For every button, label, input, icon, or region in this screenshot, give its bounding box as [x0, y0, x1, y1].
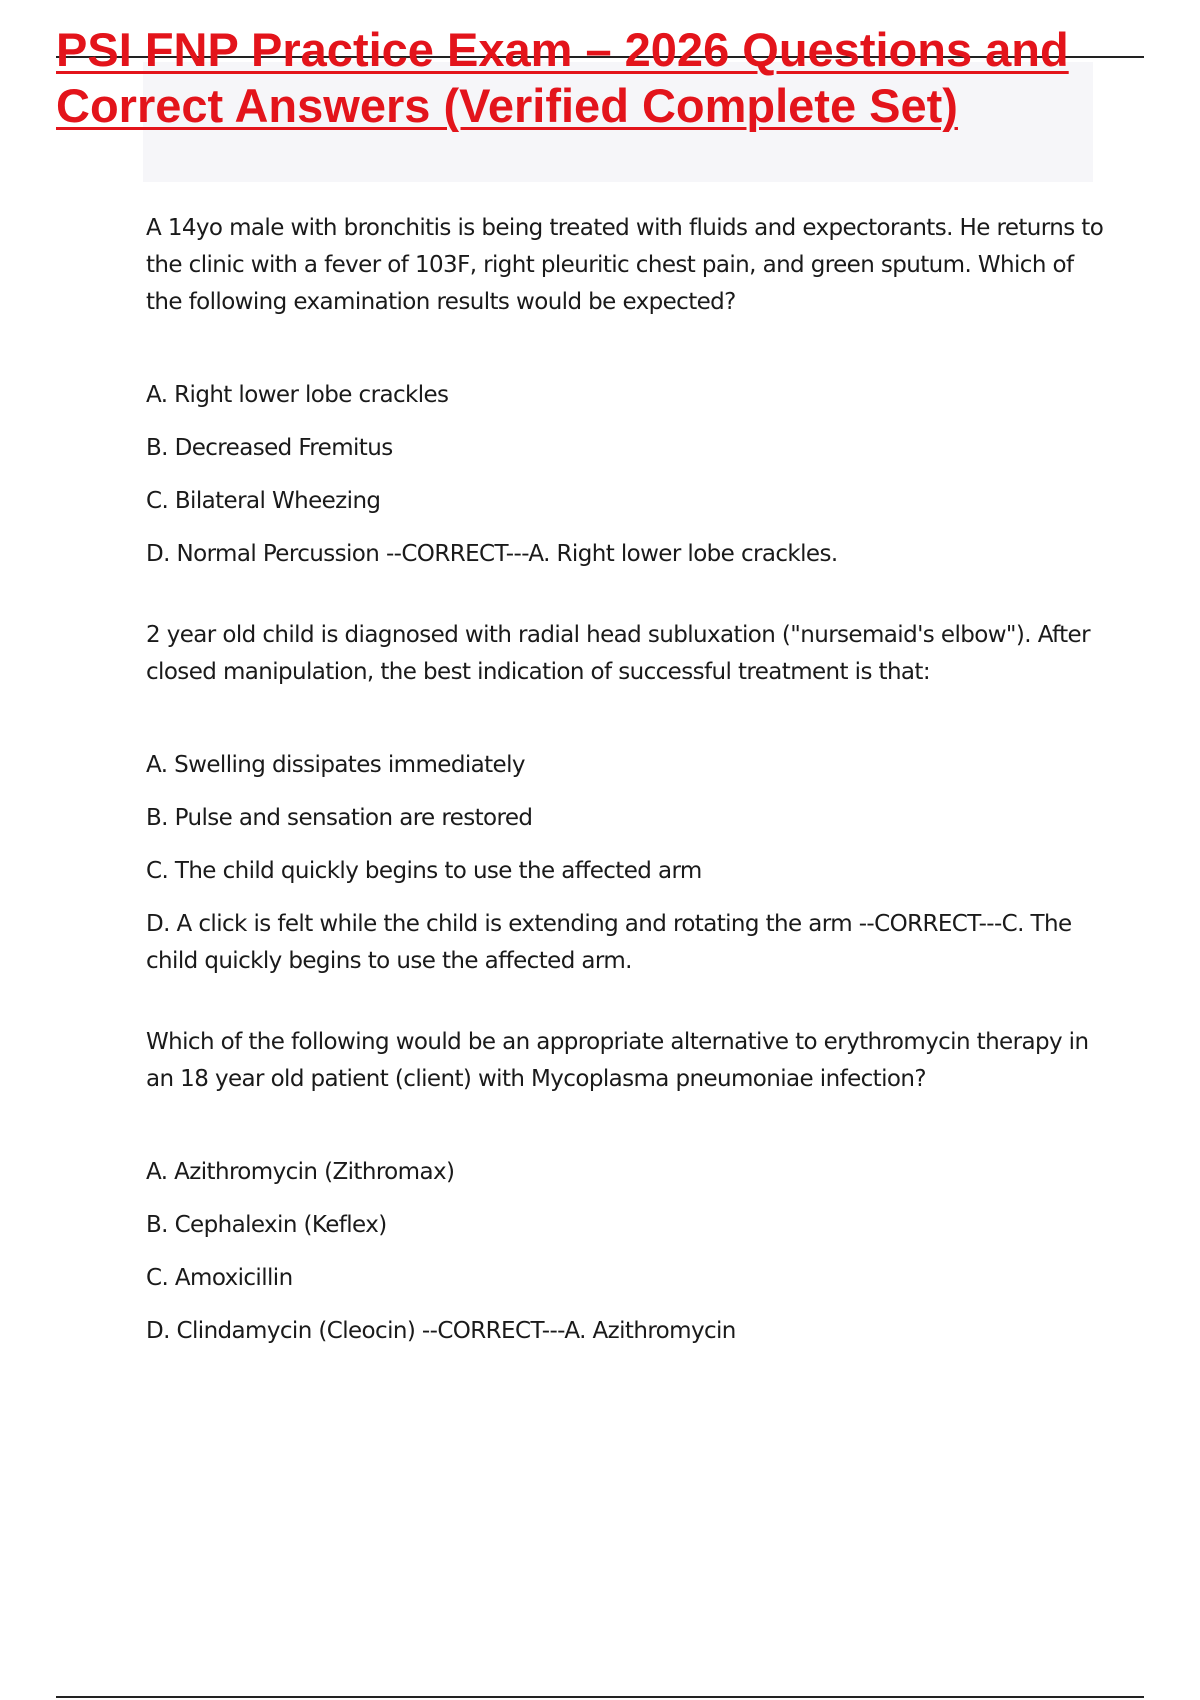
answer-option: A. Azithromycin (Zithromax)	[146, 1159, 455, 1185]
question-stem: A 14yo male with bronchitis is being treated with fluids and expectorants. He returns to the clinic with a fever of 103F, right pleuritic chest pain, and green sputum. Which of the following examination results would be expected?	[146, 215, 1104, 315]
answer-options	[146, 1154, 1106, 1350]
document-title	[56, 22, 1146, 134]
answer-option: B. Decreased Fremitus	[146, 435, 393, 461]
footer-rule	[56, 1696, 1144, 1698]
answer-options	[146, 377, 1106, 573]
question-stem: 2 year old child is diagnosed with radial head subluxation ("nursemaid's elbow"). After closed manipulation, the best indication of successful treatment is that:	[146, 622, 1090, 685]
question-block	[146, 617, 1106, 980]
answer-option: C. Bilateral Wheezing	[146, 488, 381, 514]
question-block	[146, 210, 1106, 573]
answer-option: A. Right lower lobe crackles	[146, 382, 449, 408]
document-title-text: PSI FNP Practice Exam – 2026 Questions and Correct Answers (Verified Complete Set)	[56, 23, 1069, 132]
answer-option: D. Clindamycin (Cleocin) --CORRECT---A. Azithromycin	[146, 1318, 736, 1344]
exam-content	[146, 210, 1106, 1366]
answer-option: B. Cephalexin (Keflex)	[146, 1212, 387, 1238]
answer-option: D. A click is felt while the child is extending and rotating the arm --CORRECT---C. The child quickly begins to use the affected arm.	[146, 911, 1072, 974]
question-block	[146, 1024, 1106, 1350]
answer-option: C. Amoxicillin	[146, 1265, 293, 1291]
answer-option: A. Swelling dissipates immediately	[146, 752, 525, 778]
answer-option: B. Pulse and sensation are restored	[146, 805, 533, 831]
answer-options	[146, 747, 1106, 980]
question-stem: Which of the following would be an appropriate alternative to erythromycin therapy in an 18 year old patient (client) with Mycoplasma pneumoniae infection?	[146, 1029, 1089, 1092]
answer-option: D. Normal Percussion --CORRECT---A. Right lower lobe crackles.	[146, 541, 838, 567]
answer-option: C. The child quickly begins to use the affected arm	[146, 858, 702, 884]
